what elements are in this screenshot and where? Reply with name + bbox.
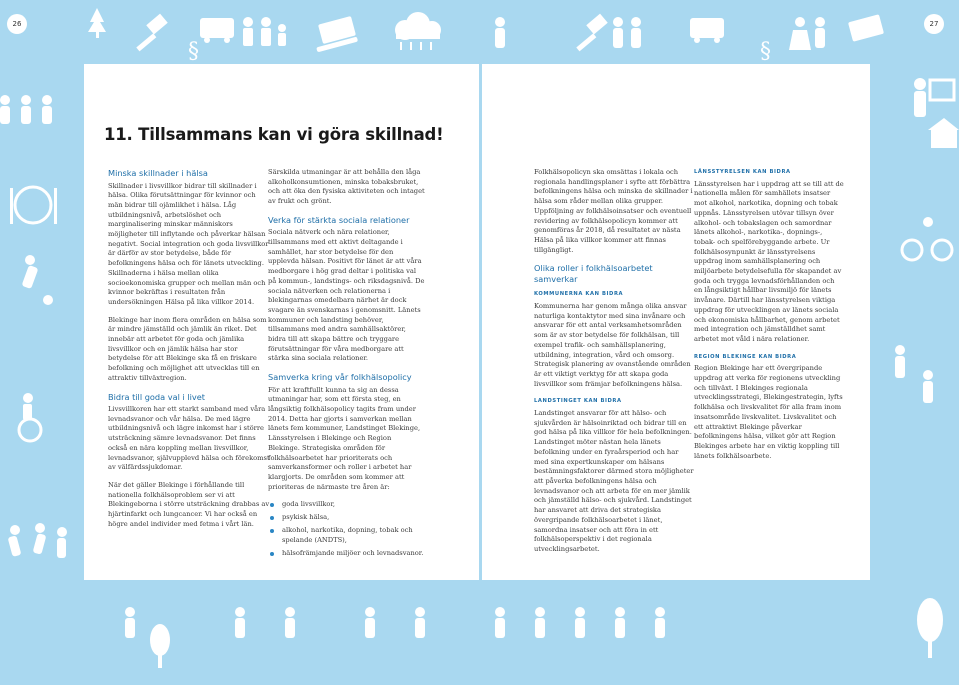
subheading: REGION BLEKINGE KAN BIDRA xyxy=(694,353,797,360)
priority-list xyxy=(268,500,425,558)
section-heading: Bidra till goda val i livet xyxy=(108,391,205,402)
page-number-left: 26 xyxy=(7,14,27,34)
page-title: 11. Tillsammans kan vi göra skillnad! xyxy=(104,125,444,144)
section-heading: Olika roller i folkhälsoarbetet samverkar xyxy=(534,263,653,284)
subheading: LÄNSSTYRELSEN KAN BIDRA xyxy=(694,169,791,175)
paragraph: Livsvillkoren har ett starkt samband med våra levnadsvanor och vår hälsa. De med lägre utbildningsnivå och lägre inkomst har i större utsträckning sämre levnadsvanor. Det finns också en nära koppling mellan livsvillkor, levnadsvanor, självupplevd hälsa och förekomst av välfärdssjukdomar. xyxy=(108,405,270,472)
paragraph: Särskilda utmaningar är att behålla den låga alkoholkonsumtionen, minska tobaksbruket, och att öka den fysiska aktiviteten och intaget av frukt och grönt. xyxy=(268,168,425,206)
paragraph: Landstinget ansvarar för att hälso- och sjukvården är hälsoinriktad och bidrar till en god hälsa på lika villkor för hela befolkningen. Landstinget möter nästan hela länets befolkning under en fyraårsperiod och har med sina expertkunskaper om hälsans bestämningsfaktorer därmed stora möjligheter att påverka befolkningens hälsa och levnadsvanor och att arbeta för en mer jämlik och jämställd hälso- och sjukvård. Landstinget har ansvaret att driva det strategiska övergripande folkhälsoarbetet i länet, samordna insatser och att föra in ett folkhälsoperspektiv i det regionala utvecklingsarbetet. xyxy=(534,409,694,553)
list-item: psykisk hälsa, xyxy=(268,513,425,523)
column-4 xyxy=(694,168,844,469)
gavel-icon xyxy=(136,14,167,52)
paper-figures-icon xyxy=(495,607,665,638)
people-icon xyxy=(495,17,641,48)
bottom-people-icon xyxy=(125,607,425,638)
family-icon xyxy=(243,17,286,46)
paragraph: När det gäller Blekinge i förhållande till nationella folkhälsoproblem ser vi att Blekingeborna i större utsträckning drabbas av hjärtinfarkt och lungcancer. Vi har också en högre andel individer med fetma i vårt län. xyxy=(108,480,270,528)
section-heading: Minska skillnader i hälsa xyxy=(108,168,208,178)
bus-icon xyxy=(200,18,234,43)
computer-icon-2 xyxy=(848,14,884,42)
paragraph-icon xyxy=(188,39,199,64)
dinner-plate-icon xyxy=(10,187,57,224)
bicycle-icon xyxy=(902,217,952,260)
paragraph: Länsstyrelsen har i uppdrag att se till att de nationella målen för samhällets insatser mot alkohol, narkotika, dopning och tobak uppnås. Länsstyrelsen utövar tillsyn över alkohol- och tobakslagen och samordnar länets alkohol-, narkotika-, dopnings-, tobak- och spelförebyggande arbete. Ur folkhälsosynpunkt är länsstyrelsens uppdrag inom samhällsplanering och miljöarbete betydelsefulla för skapandet av goda och trygga levnadsförhållanden och en långsiktigt hållbar livsmiljö för länets invånare. Därtill har länsstyrelsen viktiga uppdrag för utvecklingen av länets sociala och ekonomiska hållbarhet, genom arbetet med integration och jämställdhet samt arbetet mot våld i nära relationer. xyxy=(694,179,844,343)
paragraph: Folkhälsopolicyn ska omsättas i lokala och regionala handlingsplaner i syfte att förbättra befolkningens hälsa och minska de skillnader i hälsa som råder mellan olika grupper. Uppföljning av folkhälsoinsatser och eventuell revidering av folkhälsopolicyn kommer att genomföras år 2018, då resultatet av nästa Hälsa på lika villkor kommer att finnas tillgängligt. xyxy=(534,168,693,254)
tree-icon-2 xyxy=(150,598,943,668)
paragraph: Skillnader i livsvillkor bidrar till skillnader i hälsa. Olika förutsättningar för kvinnor och män bidrar till ojämlikhet i hälsa. Låg utbildningsnivå, arbetslöshet och marginalisering minskar människors möjligheter till inflytande och påverkar hälsan negativt. Social integration och goda livsvillkor är därför av stor betydelse, både för befolkningens hälsa och för länets utveckling. Skillnaderna i hälsa mellan olika socioekonomiska grupper och mellan män och kvinnor bekräftas i resultaten från undersökningen Hälsa på lika villkor 2014. xyxy=(108,181,269,306)
column-3 xyxy=(534,168,694,563)
svg-text:§: § xyxy=(760,39,771,64)
paragraph-icon-2 xyxy=(760,39,771,64)
tree-icon xyxy=(88,8,106,38)
woman-icon xyxy=(789,17,825,50)
paragraph: Kommunerna har genom många olika ansvar naturliga kontaktytor med sina invånare och ansvarar för ett antal verksamhetsområden som är av stor betydelse för folkhälsan, till exempel trafik- och samhällsplanering, utbildning, integration, vård och omsorg. Strategisk planering av ovanstående områden är ett viktigt verktyg för att skapa goda livsvillkor som främjar befolkningens hälsa. xyxy=(534,302,691,388)
computer-icon xyxy=(316,16,358,52)
list-item: hälsofrämjande miljöer och levnadsvanor. xyxy=(268,549,425,559)
svg-text:§: § xyxy=(188,39,199,64)
subheading: LANDSTINGET KAN BIDRA xyxy=(534,398,622,405)
section-heading: Verka för stärkta sociala relationer xyxy=(268,214,410,225)
gavel-icon-2 xyxy=(576,14,607,52)
football-player-icon xyxy=(22,255,53,305)
section-heading: Samverka kring vår folkhälsopolicy xyxy=(268,372,412,383)
paragraph: Region Blekinge har ett övergripande uppdrag att verka för regionens utveckling och tillväxt. I Blekinges regionala utvecklingsstrategi, Blekingestrategin, lyfts folkhälsa och livskvalitet för alla fram inom insatsområde livskvalitet. Livskvalitet och ett attraktivt Blekinge påverkar befolkningens hälsa, vilket gör att Region Blekinges arbete har en viktig koppling till länets folkhälsoarbete. xyxy=(694,364,843,460)
paragraph: För att kraftfullt kunna ta sig an dessa utmaningar har, som ett första steg, en långsiktig folkhälsopolicy tagits fram under 2014. Detta har gjorts i samverkan mellan länets fem kommuner, Landstinget Blekinge, Länsstyrelsen i Blekinge och Region Blekinge. Strategiska områden för folkhälsoarbetet har prioriterats och samverkansformer och roller i arbetet har klargjorts. De områden som kommer att prioriteras de närmaste tre åren är: xyxy=(268,385,421,491)
running-figures-icon xyxy=(0,95,52,124)
bus-icon-2 xyxy=(690,18,724,43)
teacher-icon xyxy=(914,78,954,117)
list-item: goda livsvillkor, xyxy=(268,500,425,510)
house-icon xyxy=(928,118,959,148)
paragraph: Blekinge har inom flera områden en hälsa som är mindre jämställd och jämlik än riket. Det innebär att arbetet för goda och jämlika livsvillkor och en jämlik hälsa har stor betydelse för att Blekinge ska få en friskare befolkning och möjlighet att utvecklas till en attraktiv tillväxtregion. xyxy=(108,315,267,382)
elderly-icon xyxy=(895,345,933,403)
playing-children-icon xyxy=(8,523,67,558)
list-item: alkohol, narkotika, dopning, tobak och spelande (ANDTS), xyxy=(268,526,425,545)
paragraph: Sociala nätverk och nära relationer, tillsammans med ett aktivt deltagande i samhället, har stor betydelse för den upplevda hälsan. Positivt för länet är att våra medborgare i hög grad deltar i politiska val på kommun-, landstings- och riksdagsnivå. De sociala nätverken och relationerna i blekingarnas omedelbara närhet är dock svagare än svenskarnas i genomsnitt. Länets kommuner och landsting behöver, tillsammans med andra samhällsaktörer, bidra till att skapa bättre och tryggare förutsättningar för våra medborgare att stärka sina sociala relationer. xyxy=(268,228,425,363)
column-1 xyxy=(108,168,272,538)
weather-cloud-icon xyxy=(395,12,441,50)
wheelchair-icon xyxy=(19,393,41,441)
subheading: KOMMUNERNA KAN BIDRA xyxy=(534,291,624,298)
column-2 xyxy=(268,168,425,562)
page-number-right: 27 xyxy=(924,14,944,34)
